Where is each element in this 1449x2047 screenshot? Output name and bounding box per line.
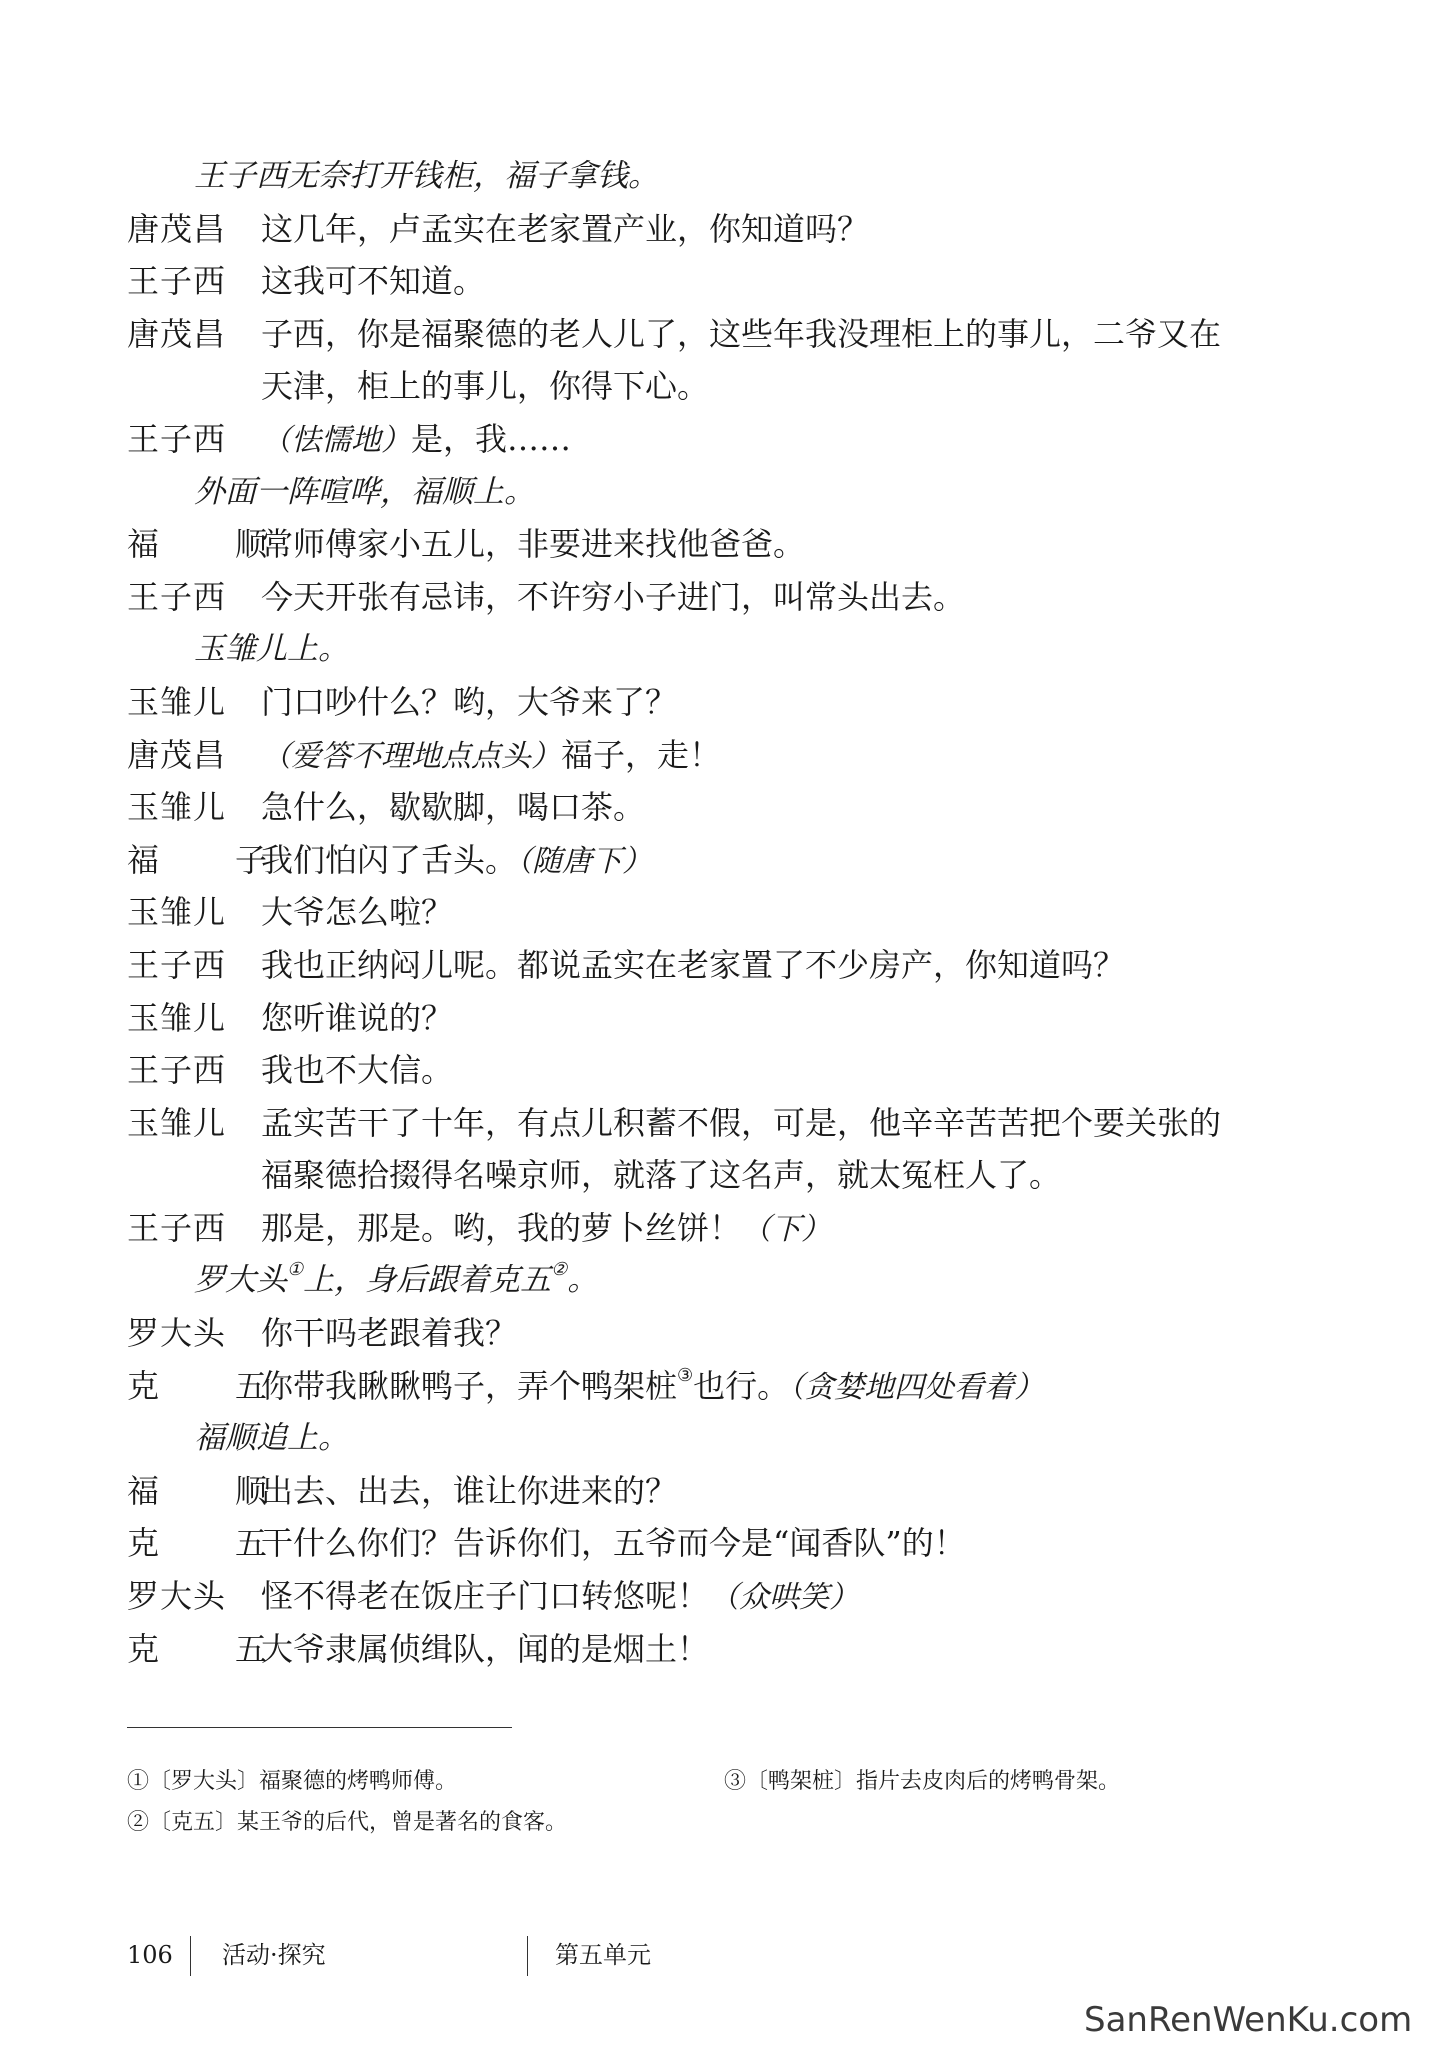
text-segment: 也行。: [693, 1366, 790, 1405]
text-segment: 孟实苦干了十年，有点儿积蓄不假，可是，他辛辛苦苦把个要关张的: [261, 1103, 1222, 1142]
dialogue-line: [127, 1517, 1287, 1570]
text-segment: 我也正纳闷儿呢。都说孟实在老家置了不少房产，你知道吗？: [261, 945, 1126, 984]
dialogue-line: [127, 781, 1287, 834]
speaker-name: 王子西: [127, 262, 227, 301]
text-segment: 大爷怎么啦？: [261, 893, 454, 932]
text-segment: 怪不得老在饭庄子门口转悠呢！: [261, 1577, 710, 1616]
text-segment: 出去、出去，谁让你进来的？: [261, 1471, 678, 1510]
dialogue-line: [127, 203, 1287, 256]
speech-text: [261, 413, 571, 468]
speech-text: [261, 939, 1125, 992]
text-segment: 您听谁说的？: [261, 998, 454, 1037]
speaker-name: 王子西: [127, 577, 227, 616]
speaker-name: 唐茂昌: [127, 314, 227, 353]
text-segment: 这几年，卢孟实在老家置产业，你知道吗？: [261, 209, 870, 248]
text-segment: 。: [567, 1262, 599, 1299]
speaker-name: 玉雏儿: [127, 788, 227, 827]
stage-text: [194, 150, 659, 203]
speech-text: [261, 1623, 709, 1676]
dialogue-line: [127, 1044, 1287, 1097]
text-segment: 你干吗老跟着我？: [261, 1314, 518, 1353]
watermark: SanRenWenKu.com: [1084, 2000, 1413, 2040]
stage-aside: （随唐下）: [517, 843, 653, 879]
dialogue-line: [127, 308, 1287, 361]
dialogue-line: [127, 729, 1287, 782]
text-segment: 福顺追上。: [194, 1420, 349, 1457]
text-segment: 常师傅家小五儿，非要进来找他爸爸。: [261, 525, 806, 564]
text-segment: 门口吵什么？哟，大爷来了？: [261, 682, 678, 721]
text-segment: 罗大头: [194, 1262, 287, 1299]
speech-text: [261, 781, 645, 834]
dialogue-line: [127, 939, 1287, 992]
text-segment: 天津，柜上的事儿，你得下心。: [261, 367, 710, 406]
dialogue-line: [127, 571, 1287, 624]
dialogue-line: [127, 1570, 1287, 1623]
stage-direction: [127, 1412, 1287, 1465]
text-segment: 我也不大信。: [261, 1051, 454, 1090]
stage-text: [194, 1412, 349, 1465]
speaker-name: 唐茂昌: [127, 209, 227, 248]
speech-text: [261, 308, 1221, 361]
footnote-divider: [127, 1727, 512, 1728]
speaker-name: 福 顺: [127, 1471, 290, 1510]
speech-text: [261, 571, 965, 624]
footnote-marker: ③: [677, 1365, 694, 1386]
footnote-2: ②〔克五〕某王爷的后代，曾是著名的食客。: [127, 1810, 568, 1835]
speaker-name: 克 五: [127, 1524, 290, 1563]
speaker-name: 玉雏儿: [127, 1103, 227, 1142]
footnote-marker: ②: [551, 1259, 568, 1281]
speech-text: [261, 729, 721, 784]
speech-text: [261, 203, 869, 256]
footer-section: 活动·探究: [222, 1941, 326, 1969]
dialogue-line: [127, 1307, 1287, 1360]
speech-text: [261, 1465, 677, 1518]
speech-text: [261, 1044, 453, 1097]
dialogue-line: [127, 1360, 1287, 1413]
stage-aside: （众哄笑）: [709, 1580, 860, 1616]
stage-text: [194, 1254, 598, 1307]
text-segment: 福子，走！: [561, 735, 722, 774]
dialogue-line: [127, 1465, 1287, 1518]
dialogue-line: [127, 1623, 1287, 1676]
speaker-name: 王子西: [127, 419, 227, 458]
stage-aside: （贪婪地四处看着）: [789, 1369, 1045, 1405]
speaker-name: 唐茂昌: [127, 735, 227, 774]
dialogue-line: [127, 1202, 1287, 1255]
script-body: [127, 150, 1287, 1675]
text-segment: 大爷隶属侦缉队，闻的是烟土！: [261, 1629, 710, 1668]
footnote-3: ③〔鸭架桩〕指片去皮肉后的烤鸭骨架。: [724, 1769, 1121, 1794]
speaker-name: 福 顺: [127, 525, 290, 564]
text-segment: 上，身后跟着克五: [303, 1262, 552, 1299]
dialogue-continuation: [127, 1149, 1287, 1202]
speech-text: [261, 1307, 517, 1360]
speaker-name: 玉雏儿: [127, 682, 227, 721]
dialogue-line: [127, 676, 1287, 729]
speech-text: [261, 834, 652, 889]
speaker-name: 王子西: [127, 945, 227, 984]
footer-divider-1: [190, 1936, 191, 1976]
text-segment: 急什么，歇歇脚，喝口茶。: [261, 788, 646, 827]
stage-direction: [127, 466, 1287, 519]
text-segment: 那是，那是。哟，我的萝卜丝饼！: [261, 1208, 742, 1247]
speech-text: [261, 676, 677, 729]
text-segment: 福聚德拾掇得名噪京师，就落了这名声，就太冤枉人了。: [261, 1156, 1062, 1195]
dialogue-line: [127, 1097, 1287, 1150]
speaker-name: 福 子: [127, 840, 290, 879]
text-segment: 你带我瞅瞅鸭子，弄个鸭架桩: [261, 1366, 678, 1405]
speech-text: [261, 518, 805, 571]
speaker-name: 玉雏儿: [127, 998, 227, 1037]
stage-aside: （下）: [741, 1211, 832, 1247]
stage-direction: [127, 623, 1287, 676]
stage-aside: （怯懦地）: [261, 422, 411, 458]
stage-aside: （爱答不理地点点头）: [261, 738, 561, 774]
speech-text: [261, 886, 453, 939]
speaker-name: 克 五: [127, 1629, 290, 1668]
speaker-name: 玉雏儿: [127, 893, 227, 932]
speech-text: [261, 1570, 859, 1625]
text-segment: 是，我……: [411, 419, 572, 458]
footnote-1: ①〔罗大头〕福聚德的烤鸭师傅。: [127, 1769, 458, 1794]
stage-text: [194, 623, 349, 676]
text-segment: 今天开张有忌讳，不许穷小子进门，叫常头出去。: [261, 577, 966, 616]
stage-direction: [127, 1254, 1287, 1307]
speech-text: [261, 1517, 966, 1570]
text-segment: 这我可不知道。: [261, 262, 486, 301]
dialogue-line: [127, 255, 1287, 308]
dialogue-line: [127, 834, 1287, 887]
footer-unit: 第五单元: [555, 1941, 651, 1969]
text-segment: 干什么你们？告诉你们，五爷而今是“闻香队”的！: [261, 1524, 966, 1563]
speech-text: [261, 992, 453, 1045]
dialogue-line: [127, 992, 1287, 1045]
speech-text: [261, 360, 709, 413]
speech-text: [261, 1202, 831, 1257]
speaker-name: 克 五: [127, 1366, 290, 1405]
dialogue-continuation: [127, 360, 1287, 413]
dialogue-line: [127, 518, 1287, 571]
text-segment: 我们怕闪了舌头。: [261, 840, 518, 879]
speech-text: [261, 1097, 1221, 1150]
speaker-name: 罗大头: [127, 1577, 227, 1616]
text-segment: 外面一阵喧哗，福顺上。: [194, 473, 535, 510]
speech-text: [261, 1149, 1061, 1202]
speaker-name: 罗大头: [127, 1314, 227, 1353]
stage-direction: [127, 150, 1287, 203]
text-segment: 王子西无奈打开钱柜，福子拿钱。: [194, 158, 659, 194]
text-segment: 玉雏儿上。: [194, 631, 349, 668]
footer-divider-2: [527, 1936, 528, 1976]
speaker-name: 王子西: [127, 1208, 227, 1247]
dialogue-line: [127, 886, 1287, 939]
speech-text: [261, 255, 485, 308]
text-segment: 子西，你是福聚德的老人儿了，这些年我没理柜上的事儿，二爷又在: [261, 314, 1222, 353]
stage-text: [194, 466, 535, 519]
page-number: 106: [127, 1941, 173, 1969]
speaker-name: 王子西: [127, 1051, 227, 1090]
speech-text: [261, 1360, 1044, 1415]
footnote-marker: ①: [287, 1259, 304, 1281]
dialogue-line: [127, 413, 1287, 466]
